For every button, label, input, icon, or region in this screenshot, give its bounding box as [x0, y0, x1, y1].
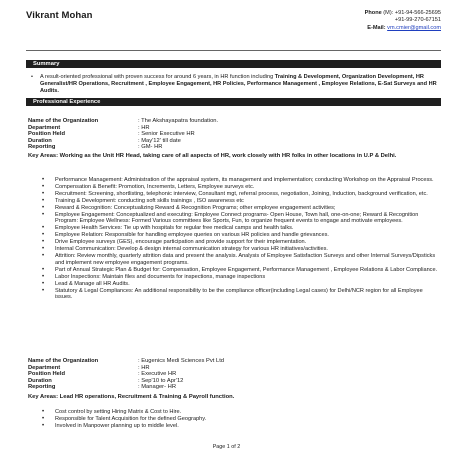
field-key: Duration	[28, 377, 52, 384]
summary-text	[31, 74, 439, 95]
job2-row-reporting	[28, 384, 224, 391]
list-item: • Part of Annual Strategic Plan & Budget for: Compensation, Employee Engagement, Performance Management , Employee Relations & Labor Compliance.	[55, 267, 439, 273]
list-item: • Employee Engagement: Conceptualized and executing: Employee Connect programs- Open House, Town hall, one-on-one; Reward & Recognition Program: Employee Wellness: Formed Various committees like Sports, Fun, to organize frequent events to engage and motivate employees.	[55, 212, 439, 225]
contact-block	[365, 10, 441, 32]
field-key: Reporting	[28, 384, 56, 391]
field-value: : GM- HR	[138, 144, 163, 151]
job1-row-department	[28, 125, 218, 132]
job1-info-table	[28, 118, 218, 151]
job2-info-table	[28, 358, 224, 391]
page-number: Page 1 of 2	[212, 444, 241, 450]
phone-line-1	[365, 10, 441, 17]
phone-number-1: +91-94-566-25695	[394, 10, 441, 16]
list-item: • Compensation & Benefit: Promotion, Increments, Letters, Employee surveys etc.	[55, 184, 439, 190]
field-value: : Executive HR	[138, 371, 177, 378]
field-value: : Sep'10 to Apr'12	[138, 377, 184, 384]
email-label: E-Mail:	[367, 24, 386, 31]
list-item: • Attrition: Review monthly, quarterly attrition data and present the analysis. Analysis of Employee Satisfaction Surveys and other Internal Surveys/Dipsticks and implement new employee engagement programs.	[55, 253, 439, 266]
list-item: • Employee Relation: Responsible for handling employee queries on various HR policies and handle grievances.	[55, 232, 439, 238]
field-value: : The Akshayapatra foundation.	[138, 118, 219, 124]
phone-label: Phone	[364, 10, 382, 16]
field-value: : HR	[138, 364, 150, 371]
job1-row-reporting	[28, 144, 218, 151]
field-key: Position Held	[28, 131, 66, 138]
summary-heading: Summary	[26, 60, 441, 68]
field-key: Name of the Organization	[28, 118, 99, 124]
field-key: Department	[28, 124, 61, 131]
header-divider	[26, 50, 441, 51]
field-value: : May'12' till date	[138, 137, 181, 144]
job1-row-organization	[28, 118, 218, 125]
list-item: • Responsible for Talent Acquisition for the defined Geography.	[55, 416, 439, 422]
field-key: Position Held	[28, 371, 66, 378]
email-line	[365, 25, 441, 32]
field-key: Duration	[28, 137, 52, 144]
field-key: Name of the Organization	[28, 358, 99, 364]
list-item: • Internal Communication: Develop & design internal communication strategy for various HR initiatives/activities.	[55, 246, 439, 252]
summary-bullet: •	[31, 74, 33, 80]
job2-row-position	[28, 371, 224, 378]
field-value: : Eugenics Medi Sciences Pvt Ltd	[138, 358, 225, 364]
list-item: • Training & Development: conducting soft skills trainings , ISO awareness etc	[55, 198, 439, 204]
job1-key-areas: Key Areas: Working as the Unit HR Head, taking care of all aspects of HR, work closely with HR folks in other locations in U.P & Delhi.	[28, 153, 397, 159]
job2-responsibilities-list	[55, 409, 439, 430]
list-item: • Reward & Recognition: Conceptualizing Reward & Recognition Programs; other employee engagement activities;	[55, 205, 439, 211]
list-item: • Involved in Manpower planning up to middle level.	[55, 423, 439, 429]
list-item: • Cost control by setting Hiring Matrix & Cost to Hire.	[55, 409, 439, 415]
list-item: • Recruitment: Screening, shortlisting, telephonic interview, Consultant mgt, referral process, negotiation, Joining, Induction, background verification, etc.	[55, 191, 439, 197]
email-link[interactable]: vm.cmier@gmail.com	[387, 24, 441, 31]
list-item: • Performance Management: Administration of the appraisal system, its management and implementation; conducting Workshop on the Appraisal Process.	[55, 177, 439, 183]
experience-heading: Professional Experience	[26, 98, 441, 106]
list-item: • Employee Health Services: Tie up with hospitals for regular free medical camps and health talks.	[55, 225, 439, 231]
list-item: • Labor Inspections: Maintain files and documents for inspections, manage inspections	[55, 274, 439, 280]
job2-key-areas: Key Areas: Lead HR operations, Recruitment & Training & Payroll function.	[28, 394, 235, 400]
field-key: Department	[28, 364, 61, 371]
field-value: : Manager- HR	[138, 384, 177, 391]
job2-row-duration	[28, 378, 224, 385]
field-value: : HR	[138, 124, 150, 131]
job2-row-organization	[28, 358, 224, 365]
phone-number-2: +91-99-270-67151	[394, 17, 441, 24]
job1-row-duration	[28, 138, 218, 145]
field-key: Reporting	[28, 144, 56, 151]
list-item: • Statutory & Legal Compliances: An additional responsibility to be the compliance officer(including Legal cases) for Delhi/NCR region for all Employee issues.	[55, 288, 439, 301]
phone-line-2	[365, 17, 441, 24]
list-item: • Drive Employee surveys (GES), encourage participation and provide support for their implementation.	[55, 239, 439, 245]
list-item: • Lead & Manage all HR Audits.	[55, 281, 439, 287]
summary-plain: A result-oriented professional with proven success for around 6 years, in HR function including	[40, 74, 275, 80]
job2-row-department	[28, 365, 224, 372]
phone-suffix: (M):	[383, 10, 394, 16]
summary-bold: Training & Development, Organization Development, HR Generalist/HR Operations, Recruitment , Employee Engagement, HR Policies, Performance Management , Employee Relations, E-Sat Surveys and HR Audits.	[40, 74, 437, 94]
job1-row-position	[28, 131, 218, 138]
job1-responsibilities-list	[55, 177, 439, 301]
field-value: : Senior Executive HR	[138, 131, 195, 138]
candidate-name: Vikrant Mohan	[26, 10, 93, 21]
